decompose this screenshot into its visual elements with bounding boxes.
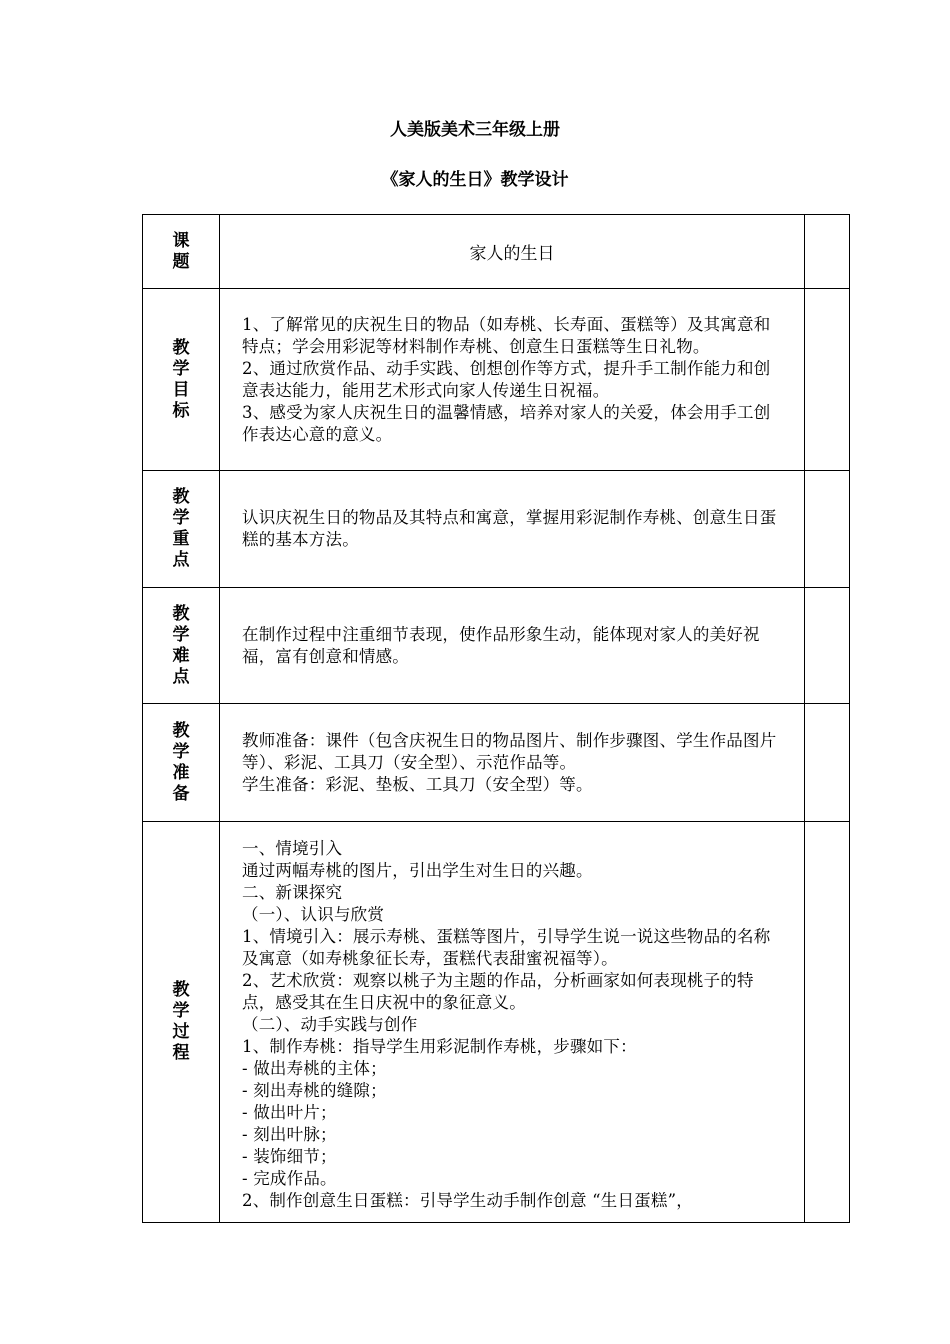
document-subtitle: 《家人的生日》教学设计: [381, 170, 569, 190]
difficulties-content: [220, 588, 805, 704]
preparation-item: 教师准备：课件（包含庆祝生日的物品图片、制作步骤图、学生作品图片等）、彩泥、工具刀（安全型）、示范作品等。: [242, 730, 777, 772]
process-line: （一）、认识与欣赏: [242, 905, 385, 924]
row-objectives: [143, 289, 850, 471]
process-line: 2、艺术欣赏：观察以桃子为主题的作品，分析画家如何表现桃子的特点，感受其在生日庆祝中的象征意义。: [242, 971, 754, 1012]
document-title: 人美版美术三年级上册: [390, 120, 560, 140]
process-line: - 做出叶片；: [242, 1103, 337, 1122]
blank-cell: [805, 588, 850, 704]
process-line: 1、制作寿桃：指导学生用彩泥制作寿桃，步骤如下：: [242, 1037, 637, 1056]
key-points-text: 认识庆祝生日的物品及其特点和寓意，掌握用彩泥制作寿桃、创意生日蛋糕的基本方法。: [242, 508, 777, 549]
process-line: - 刻出寿桃的缝隙；: [242, 1081, 387, 1100]
process-line: 二、新课探究: [242, 883, 343, 902]
difficulties-text: 在制作过程中注重细节表现，使作品形象生动，能体现对家人的美好祝福，富有创意和情感。: [242, 624, 760, 666]
blank-cell: [805, 215, 850, 289]
label-difficulties: 教学难点: [143, 588, 220, 704]
objective-item: 3、感受为家人庆祝生日的温馨情感，培养对家人的关爱，体会用手工创作表达心意的意义。: [242, 402, 771, 444]
blank-cell: [805, 471, 850, 588]
row-process: [143, 822, 850, 1223]
objectives-content: [220, 289, 805, 471]
label-preparation: 教学准备: [143, 704, 220, 822]
label-key-points: 教学重点: [143, 471, 220, 588]
preparation-item: 学生准备：彩泥、垫板、工具刀（安全型）等。: [242, 774, 593, 794]
objective-item: 1、了解常见的庆祝生日的物品（如寿桃、长寿面、蛋糕等）及其寓意和特点；学会用彩泥等材料制作寿桃、创意生日蛋糕等生日礼物。: [242, 314, 771, 356]
label-process: 教学过程: [143, 822, 220, 1223]
row-preparation: [143, 704, 850, 822]
lesson-plan-table: [142, 214, 850, 1223]
topic-value: 家人的生日: [220, 215, 805, 289]
row-topic: [143, 215, 850, 289]
row-difficulties: [143, 588, 850, 704]
process-line: - 装饰细节；: [242, 1147, 337, 1166]
blank-cell: [805, 822, 850, 1223]
process-line: 2、制作创意生日蛋糕：引导学生动手制作创意 “生日蛋糕”，: [242, 1191, 693, 1210]
process-line: （二）、动手实践与创作: [242, 1015, 418, 1034]
process-line: 一、情境引入: [242, 839, 343, 858]
process-line: - 做出寿桃的主体；: [242, 1059, 387, 1078]
blank-cell: [805, 289, 850, 471]
blank-cell: [805, 704, 850, 822]
process-content: [220, 822, 805, 1223]
process-line: - 刻出叶脉；: [242, 1125, 337, 1144]
objective-item: 2、通过欣赏作品、动手实践、创想创作等方式，提升手工制作能力和创意表达能力，能用艺术形式向家人传递生日祝福。: [242, 358, 771, 400]
process-line: 1、情境引入：展示寿桃、蛋糕等图片，引导学生说一说这些物品的名称及寓意（如寿桃象征长寿，蛋糕代表甜蜜祝福等）。: [242, 927, 771, 968]
process-line: 通过两幅寿桃的图片，引出学生对生日的兴趣。: [242, 861, 593, 880]
key-points-content: [220, 471, 805, 588]
process-line: - 完成作品。: [242, 1169, 337, 1188]
row-key-points: [143, 471, 850, 588]
label-objectives: 教学目标: [143, 289, 220, 471]
preparation-content: [220, 704, 805, 822]
label-topic: 课题: [143, 215, 220, 289]
